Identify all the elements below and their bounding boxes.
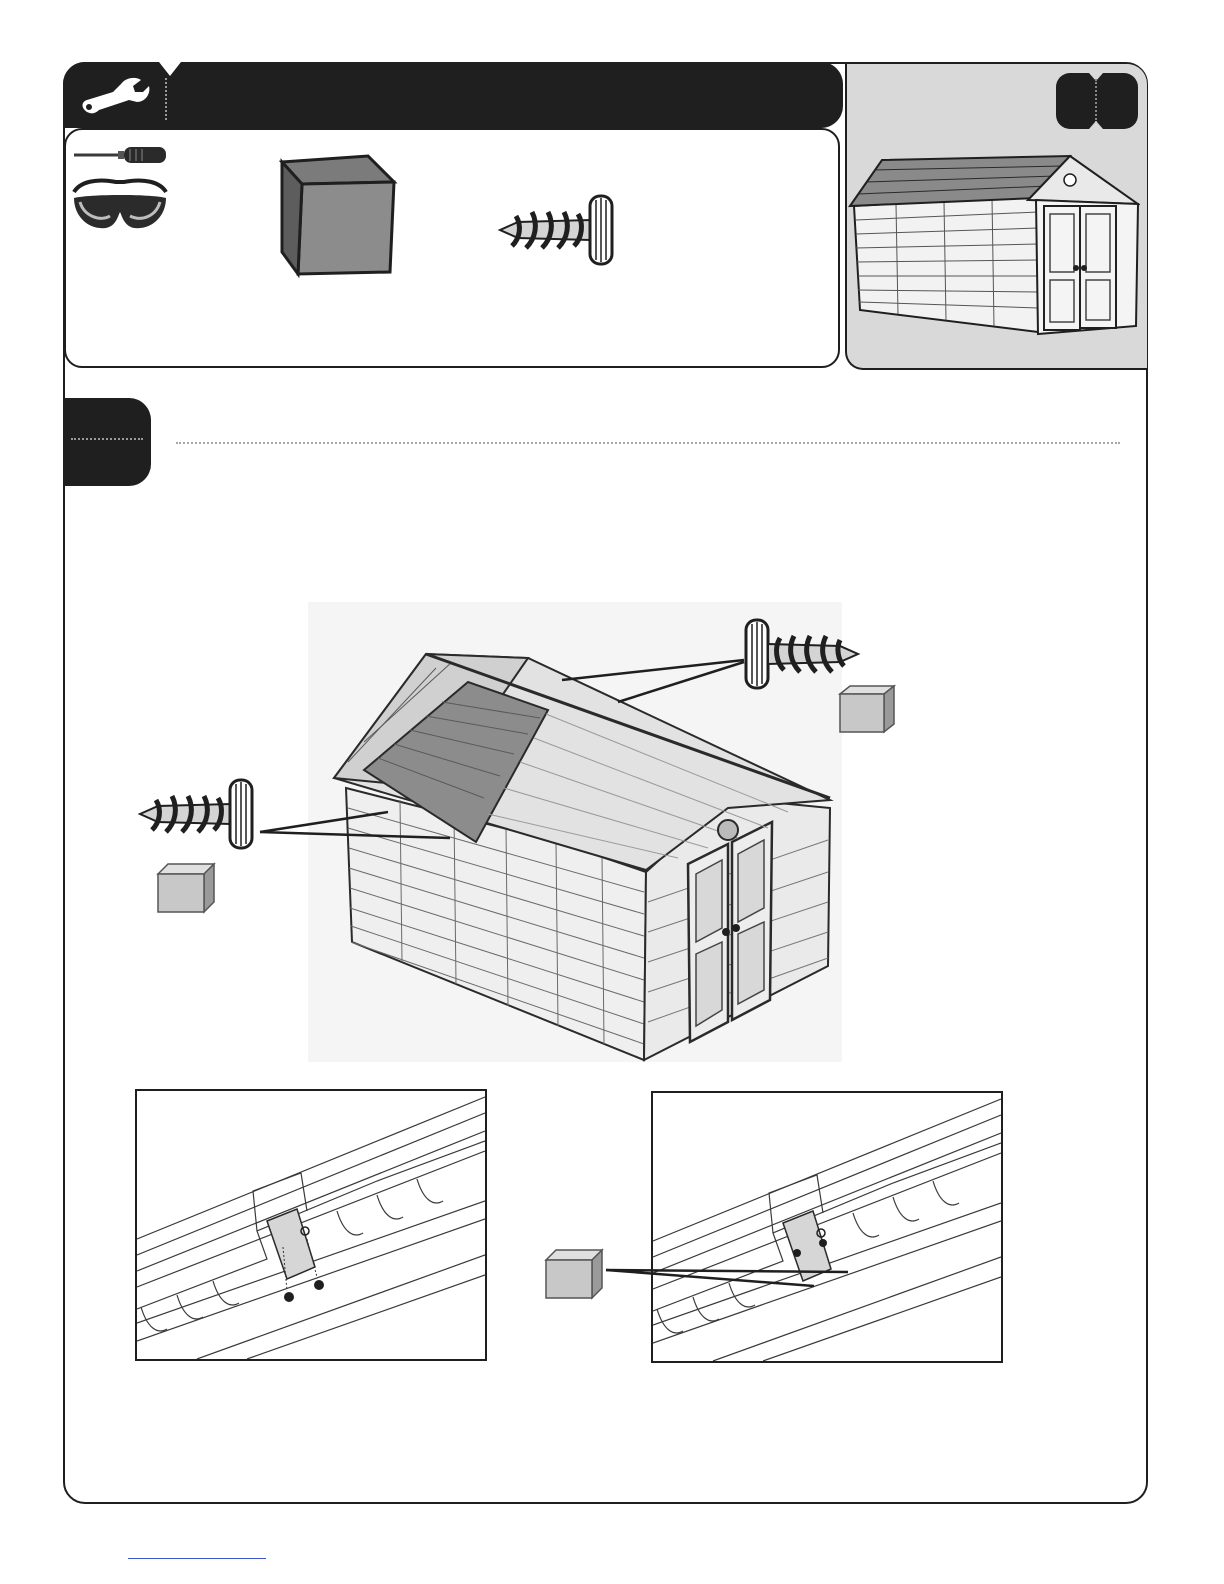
footer-link-underline[interactable]	[128, 1558, 266, 1559]
badge-notch-bottom	[1089, 121, 1103, 129]
part-box-small-top	[838, 684, 896, 734]
step-number-tab	[63, 398, 151, 486]
callout-lines-top	[560, 656, 750, 706]
callout-lines-left	[258, 808, 458, 848]
header-notch	[159, 62, 181, 76]
header-divider	[165, 78, 167, 120]
screw-icon	[496, 192, 616, 268]
ridge-detail-illustration-2	[653, 1093, 1001, 1361]
part-box-icon	[278, 152, 398, 278]
step-divider-rule	[176, 442, 1120, 444]
wrench-icon	[77, 74, 153, 118]
part-box-small-left	[156, 862, 216, 914]
tools-and-parts-box	[64, 128, 840, 368]
badge-divider	[1095, 79, 1097, 123]
step-tab-divider	[71, 438, 143, 440]
safety-glasses-icon	[70, 176, 170, 234]
detail-view-screws-fastened	[651, 1091, 1003, 1363]
part-box-small-detail	[544, 1248, 604, 1300]
screwdriver-icon	[72, 144, 170, 166]
ridge-detail-illustration-1	[137, 1091, 485, 1359]
callout-lines-detail	[604, 1260, 854, 1290]
page-number-badge	[1056, 73, 1138, 129]
shed-thumbnail-illustration	[848, 150, 1140, 350]
detail-view-screws-inserted	[135, 1089, 487, 1361]
screw-callout-top	[742, 616, 862, 692]
screw-callout-left	[136, 776, 256, 852]
tools-header-bar	[63, 62, 843, 128]
